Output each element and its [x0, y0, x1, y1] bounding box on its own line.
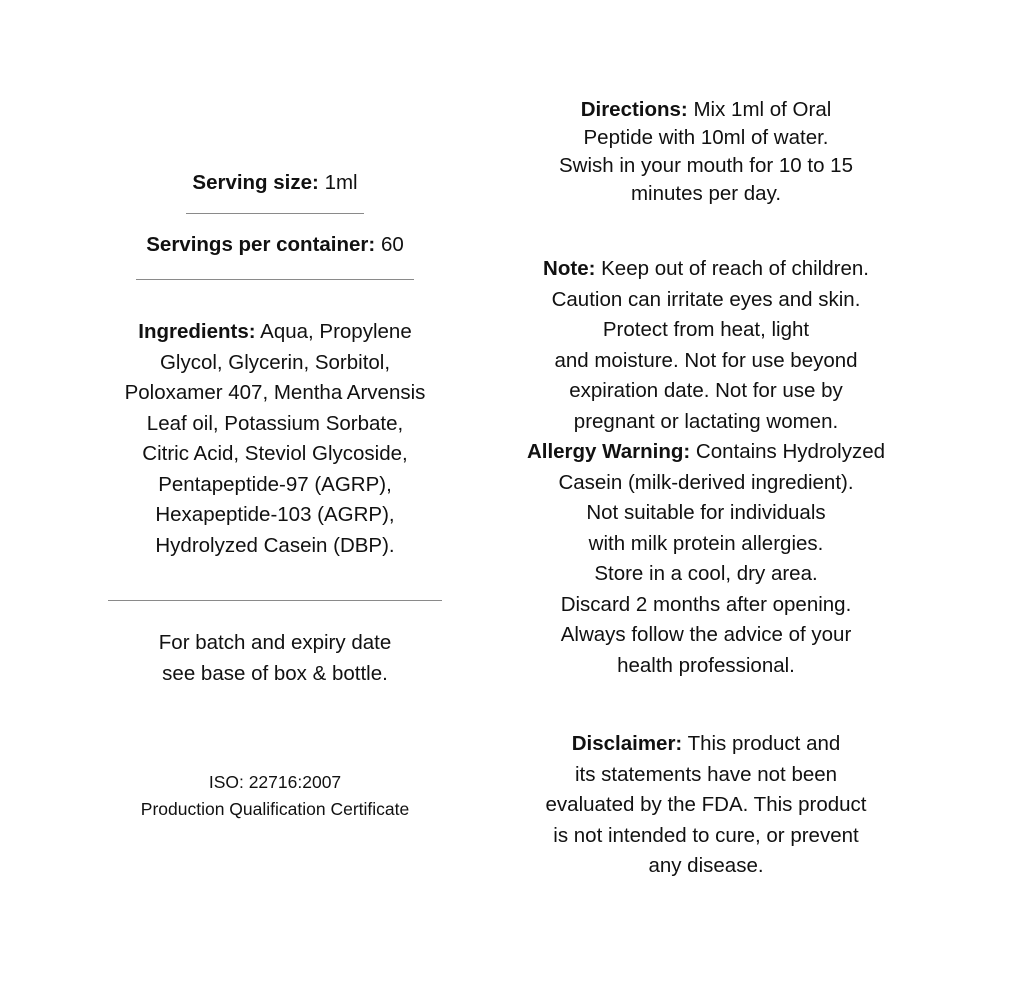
ingredients-block — [75, 317, 475, 561]
allergy-line: Not suitable for individuals — [586, 501, 826, 524]
ingredients-line: Aqua, Propylene — [255, 320, 412, 343]
allergy-line: Always follow the advice of your — [560, 623, 852, 646]
directions-line: Swish in your mouth for 10 to 15 — [559, 154, 853, 177]
disclaimer-line: its statements have not been — [574, 762, 838, 786]
divider — [108, 600, 442, 601]
ingredients-line: Glycol, Glycerin, Sorbitol, — [159, 350, 391, 374]
divider — [186, 213, 364, 214]
note-line: Protect from heat, light — [602, 318, 810, 341]
ingredients-line: Hydrolyzed Casein (DBP). — [155, 533, 395, 557]
disclaimer-line: evaluated by the FDA. This product — [545, 793, 867, 816]
serving-size-label: Serving size: — [192, 171, 319, 194]
disclaimer-line: any disease. — [648, 854, 764, 877]
allergy-line: Contains Hydrolyzed — [690, 440, 886, 463]
directions-line: minutes per day. — [630, 182, 782, 205]
iso-line: Production Qualification Certificate — [140, 799, 410, 819]
allergy-line: with milk protein allergies. — [588, 531, 824, 555]
directions-block — [486, 96, 926, 208]
servings-per-container-label: Servings per container: — [146, 233, 376, 256]
allergy-line: Casein (milk-derived ingredient). — [558, 470, 854, 494]
ingredients-line: Hexapeptide-103 (AGRP), — [155, 503, 395, 526]
directions-line: Peptide with 10ml of water. — [583, 126, 829, 149]
note-line: Caution can irritate eyes and skin. — [551, 287, 861, 311]
disclaimer-label: Disclaimer: — [571, 732, 683, 755]
directions-label: Directions: — [580, 98, 688, 121]
ingredients-label: Ingredients: — [138, 320, 256, 343]
ingredients-line: Leaf oil, Potassium Sorbate, — [146, 411, 404, 435]
batch-line: see base of box & bottle. — [162, 661, 388, 685]
iso-certificate — [75, 769, 475, 823]
ingredients-line: Poloxamer 407, Mentha Arvensis — [124, 381, 426, 404]
batch-info — [75, 628, 475, 689]
directions-line: Mix 1ml of Oral — [687, 98, 832, 121]
disclaimer-line: is not intended to cure, or prevent — [553, 823, 859, 847]
note-line: Keep out of reach of children. — [595, 257, 869, 280]
note-label: Note: — [543, 257, 596, 280]
divider — [136, 279, 414, 280]
serving-size-value: 1ml — [324, 171, 358, 194]
servings-per-container — [75, 230, 475, 261]
allergy-line: health professional. — [617, 653, 795, 677]
allergy-line: Discard 2 months after opening. — [560, 592, 852, 616]
note-line: and moisture. Not for use beyond — [554, 348, 858, 372]
servings-per-container-value: 60 — [380, 233, 404, 256]
serving-size — [95, 168, 455, 199]
iso-line: ISO: 22716:2007 — [208, 772, 342, 792]
allergy-line: Store in a cool, dry area. — [594, 562, 818, 585]
ingredients-line: Pentapeptide-97 (AGRP), — [158, 472, 392, 496]
note-line: expiration date. Not for use by — [569, 379, 843, 402]
batch-line: For batch and expiry date — [158, 631, 392, 654]
allergy-label: Allergy Warning: — [526, 440, 691, 463]
ingredients-line: Citric Acid, Steviol Glycoside, — [142, 442, 408, 465]
disclaimer-block — [486, 729, 926, 882]
note-line: pregnant or lactating women. — [573, 409, 839, 433]
disclaimer-line: This product and — [682, 732, 841, 755]
note-allergy-block — [486, 254, 926, 681]
